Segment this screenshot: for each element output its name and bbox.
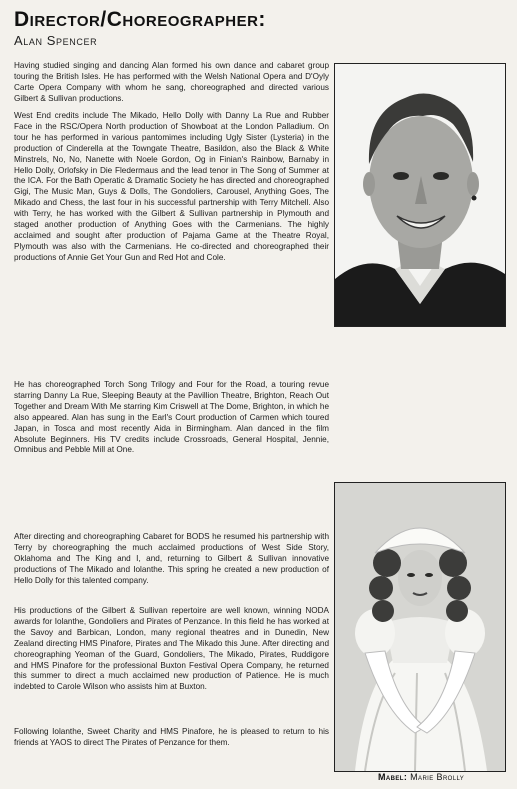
page-title: Director/Choreographer: bbox=[14, 8, 266, 31]
bio-paragraph: Having studied singing and dancing Alan formed his own dance and cabaret group touring the British Isles. He has performed with the Welsh National Opera and D'Oyly Carte Opera Company with whom he sang, choreographed and directed various Gilbert & Sullivan productions. bbox=[14, 61, 329, 103]
bio-paragraph: West End credits include The Mikado, Hello Dolly with Danny La Rue and Rubber Face in the RSC/Opera North production of Showboat at the London Palladium. On tour he has performed in various pantomimes including Ugly Sister (Lysteria) in the production of Cinderella at the Towngate Theatre, Basildon, also the Black & White Minstrels, No, No, Nanette with Noele Gordon, Og in Finian's Rainbow, Barnaby in Hello Dolly, Orlofsky in Die Fledermaus and the lead tenor in The Song of Summer at the ICA. For the Bath Operatic & Dramatic Society he has directed and choreographed Gigi, The Music Man, Guys & Dolls, The Gondoliers, Carousel, Anything Goes, The Mikado and Chess, the last four in his successful partnership with Terry Mitchell. Also with Terry, he has worked with the Gilbert & Sullivan partnership in Plymouth and staged another production of Anything Goes with the Carmenians. The highly acclaimed and sought after production of Pajama Game at the Theatre Royal, Plymouth was also with the Carmenians. He co-directed and choreographed their productions of Annie Get Your Gun and Red Hot and Cole. bbox=[14, 111, 329, 262]
bio-paragraph: His productions of the Gilbert & Sullivan repertoire are well known, winning NODA awards for Iolanthe, Gondoliers and Pirates of Penzance. In this field he has worked at the Savoy and Barbican, London, many regional theatres and in Dunedin, New Zealand directing HMS Pinafore, Pirates and The Mikado this June. After directing and choreographing Yeoman of the Guard, Gondoliers, The Mikado, Pirates, Ruddigore and HMS Pinafore for the professional Buxton Festival Opera Company, he returned this summer to direct a much acclaimed new production of Patience. He is much indebted to Carole Wilson who assists him at Buxton. bbox=[14, 606, 329, 692]
bio-paragraph: Following Iolanthe, Sweet Charity and HMS Pinafore, he is pleased to return to his friends at YAOS to direct The Pirates of Penzance for them. bbox=[14, 727, 329, 747]
caption-role: Mabel: bbox=[378, 772, 408, 782]
bio-paragraph: He has choreographed Torch Song Trilogy and Four for the Road, a touring revue starring Danny La Rue, Sleeping Beauty at the Pavillion Theatre, Brighton, Reach Out Together and Dream With Me starring Kim Criswell at The Dome, Brighton, in which he also appeared. Alan has sung in the Earl's Court production of Carmen which toured Japan, in Tosca and most recently Aida in Birmingham. Alan danced in the film Absolute Beginners. His TV credits include Crossroads, General Hospital, Jennie, Omnibus and Pebble Mill at One. bbox=[14, 380, 329, 455]
photo-caption bbox=[378, 772, 464, 782]
director-portrait-photo bbox=[334, 63, 506, 327]
mabel-costume-photo bbox=[334, 482, 506, 772]
portrait-illustration bbox=[335, 64, 505, 326]
director-name: Alan Spencer bbox=[14, 33, 98, 48]
caption-performer: Marie Brolly bbox=[410, 772, 465, 782]
bio-paragraph: After directing and choreographing Cabaret for BODS he resumed his partnership with Terry by choreographing the much acclaimed productions of West Side Story, Oklahoma and The King and I, and, returning to Gilbert & Sullivan innovative productions of The Mikado and Iolanthe. This spring he created a new production of Hello Dolly for this talented company. bbox=[14, 532, 329, 585]
costume-illustration bbox=[335, 483, 505, 771]
